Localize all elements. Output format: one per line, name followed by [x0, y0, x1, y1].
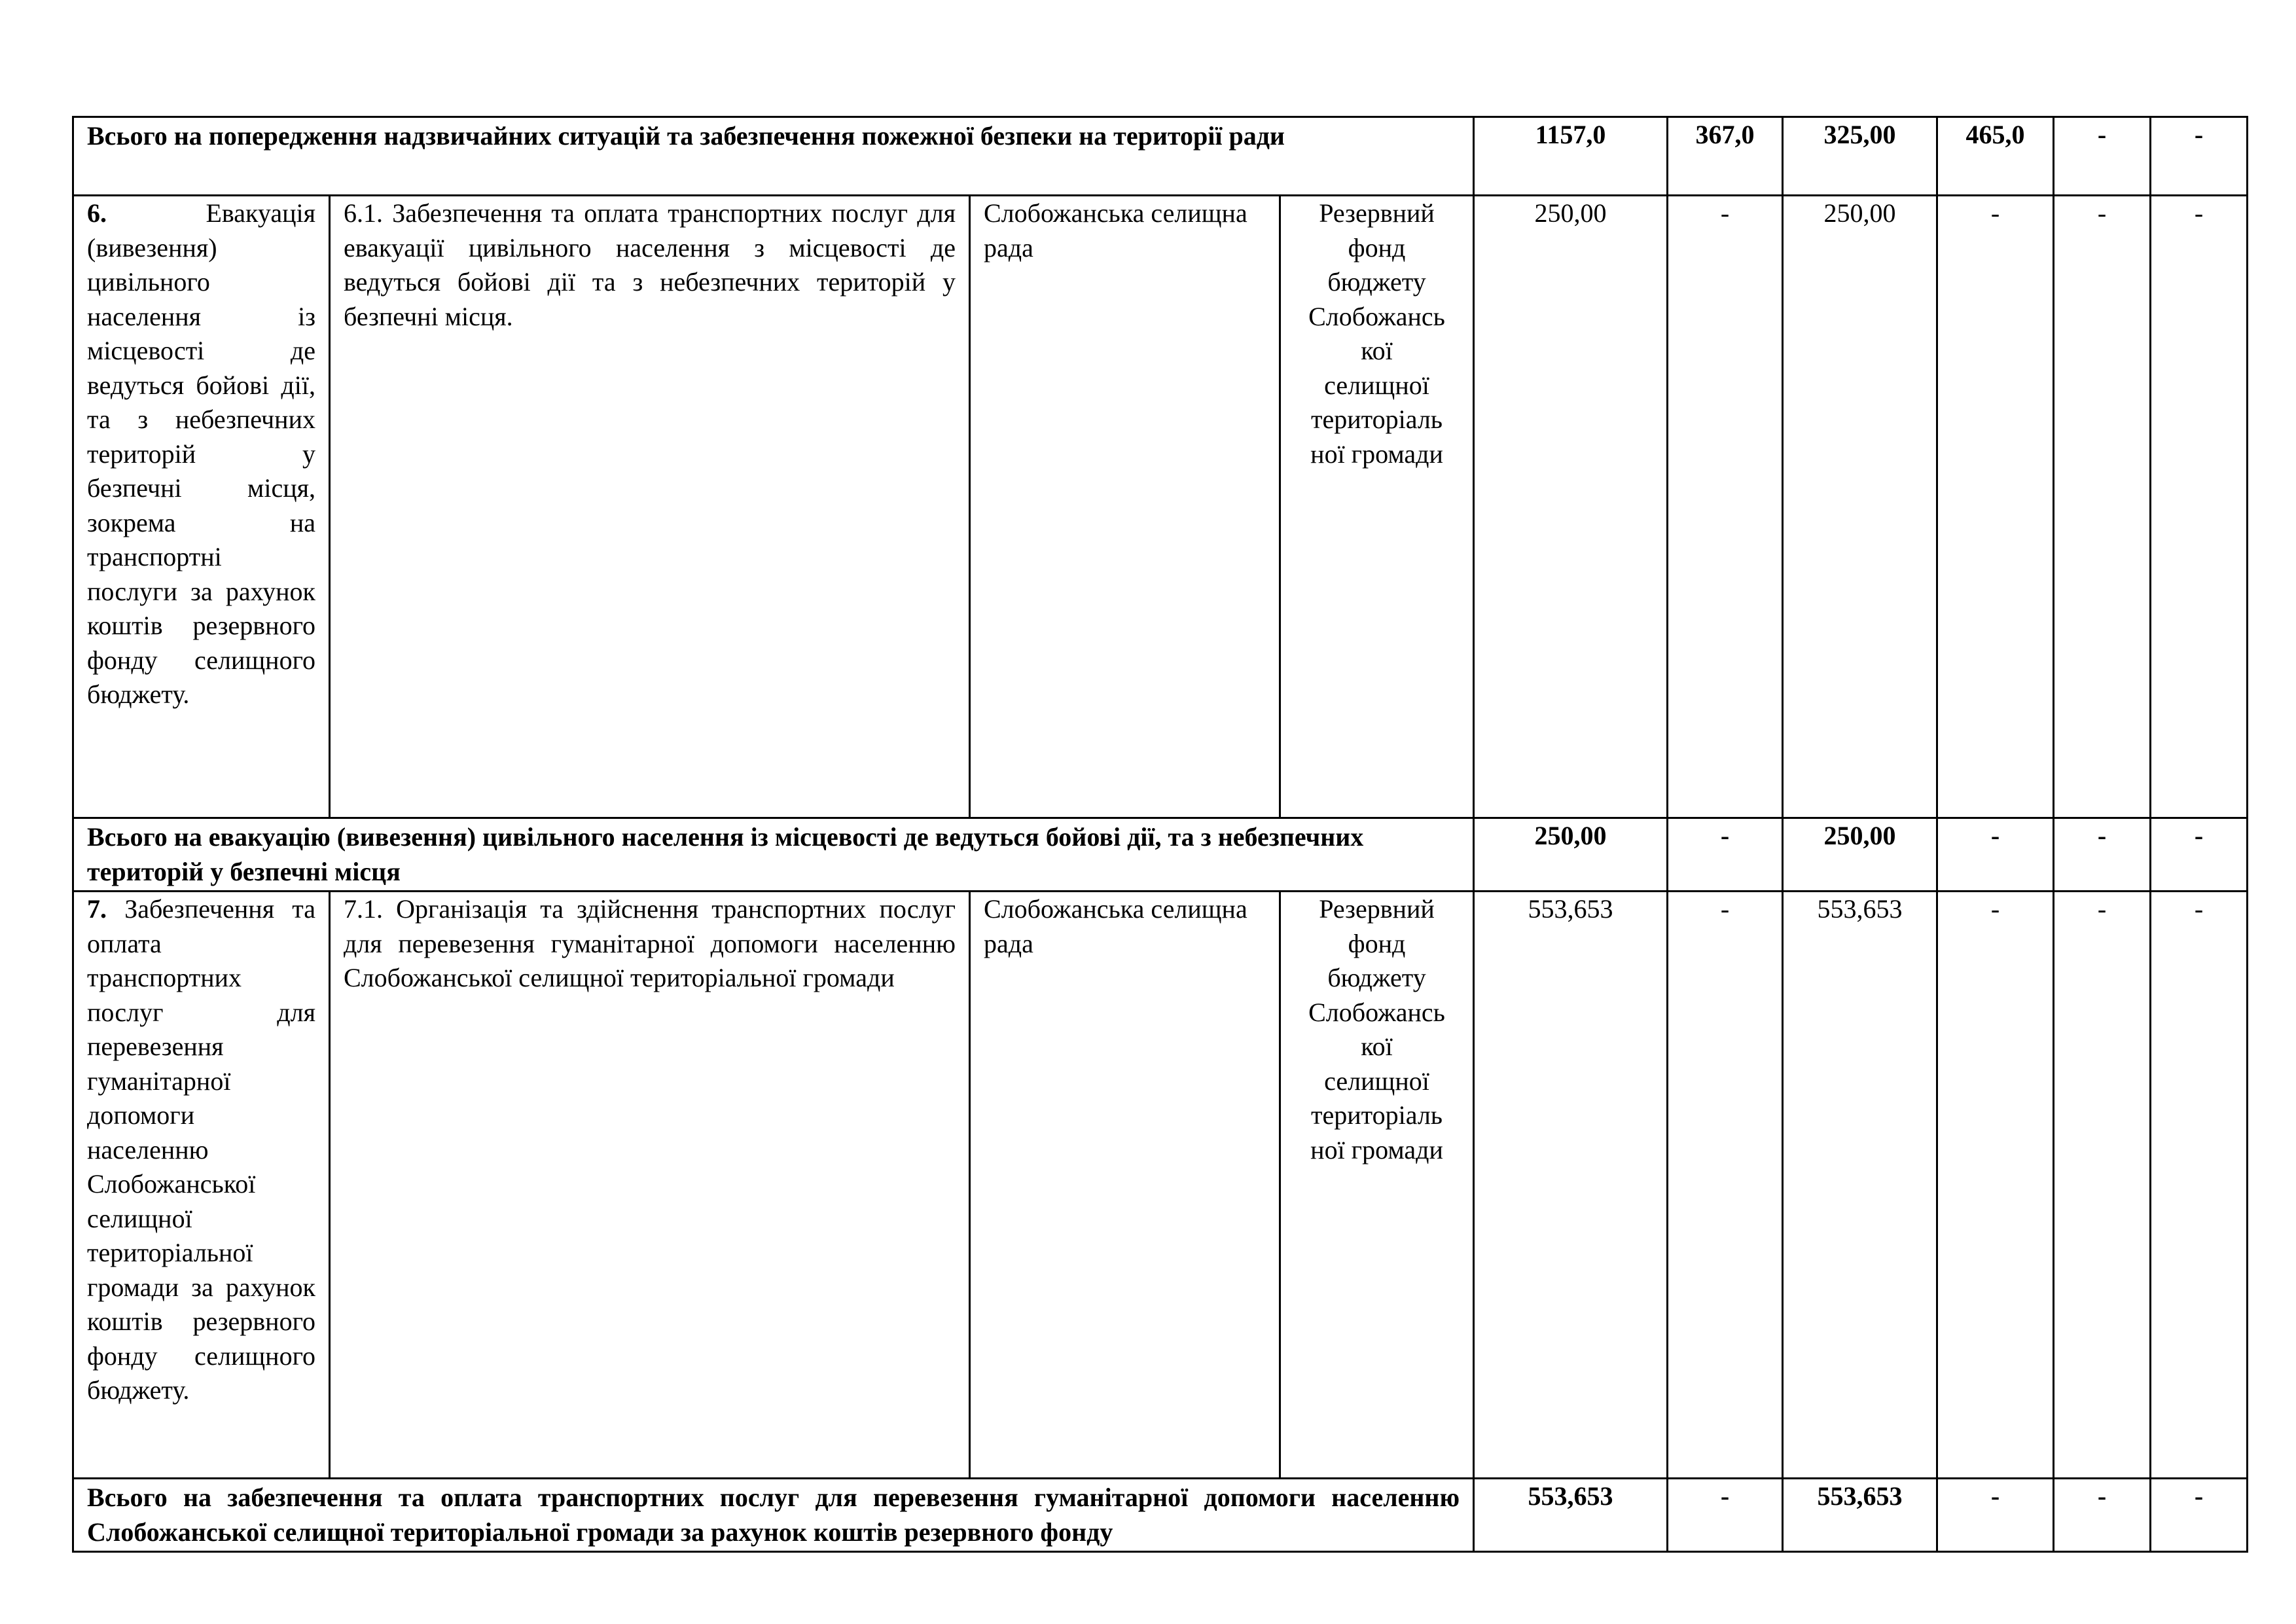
year3-amount: -	[1937, 1479, 2054, 1552]
measure-cell: 6.1. Забезпечення та оплата транспортних послуг для евакуації цивільного населення з місцевості де ведуться бойові дії та з небезпечних територій у безпечні місця.	[330, 196, 970, 818]
program-table	[72, 116, 2248, 1553]
year4-amount: -	[2054, 1479, 2151, 1552]
year4-amount: -	[2054, 196, 2151, 818]
task-cell	[73, 892, 330, 1479]
year4-amount: -	[2054, 818, 2151, 892]
item-number: 6.	[87, 198, 107, 228]
total-amount: 553,653	[1474, 892, 1668, 1479]
total-amount: 250,00	[1474, 196, 1668, 818]
measure-cell: 7.1. Організація та здійснення транспортних послуг для перевезення гуманітарної допомоги населенню Слобожанської селищної територіальної громади	[330, 892, 970, 1479]
year5-amount: -	[2151, 818, 2248, 892]
total-amount: 553,653	[1474, 1479, 1668, 1552]
item-number: 7.	[87, 894, 107, 924]
year2-amount: 250,00	[1783, 196, 1937, 818]
task-text: Евакуація (вивезення) цивільного населення із місцевості де ведуться бойові дії, та з небезпечних територій у безпечні місця, зокрема на транспортні послуги за рахунок коштів резервного фонду селищного бюджету.	[87, 198, 315, 709]
year2-amount: 250,00	[1783, 818, 1937, 892]
year5-amount: -	[2151, 196, 2248, 818]
year1-amount: -	[1668, 818, 1783, 892]
year5-amount: -	[2151, 117, 2248, 196]
executor-cell: Слобожанська селищна рада	[970, 892, 1280, 1479]
year3-amount: -	[1937, 818, 2054, 892]
total-amount: 1157,0	[1474, 117, 1668, 196]
year3-amount: 465,0	[1937, 117, 2054, 196]
item-row-6	[73, 196, 2248, 818]
year3-amount: -	[1937, 196, 2054, 818]
year4-amount: -	[2054, 892, 2151, 1479]
funding-source-cell: Резервний фонд бюджету Слобожансь кої селищної територіаль ної громади	[1280, 196, 1474, 818]
year1-amount: 367,0	[1668, 117, 1783, 196]
total-row-humanitarian	[73, 1479, 2248, 1552]
year4-amount: -	[2054, 117, 2151, 196]
year2-amount: 325,00	[1783, 117, 1937, 196]
task-text: Забезпечення та оплата транспортних послуг для перевезення гуманітарної допомоги населенню Слобожанської селищної територіальної громади за рахунок коштів резервного фонду селищного бюджету.	[87, 894, 315, 1405]
total-row-emergency	[73, 117, 2248, 196]
task-cell	[73, 196, 330, 818]
funding-source-cell: Резервний фонд бюджету Слобожансь кої селищної територіаль ної громади	[1280, 892, 1474, 1479]
item-row-7	[73, 892, 2248, 1479]
total-amount: 250,00	[1474, 818, 1668, 892]
total-label-evacuation: Всього на евакуацію (вивезення) цивільного населення із місцевості де ведуться бойові дії, та з небезпечних територій у безпечні місця	[73, 818, 1474, 892]
year2-amount: 553,653	[1783, 892, 1937, 1479]
executor-cell: Слобожанська селищна рада	[970, 196, 1280, 818]
year1-amount: -	[1668, 196, 1783, 818]
year1-amount: -	[1668, 1479, 1783, 1552]
total-label-emergency: Всього на попередження надзвичайних ситуацій та забезпечення пожежної безпеки на території ради	[73, 117, 1474, 196]
year5-amount: -	[2151, 892, 2248, 1479]
year5-amount: -	[2151, 1479, 2248, 1552]
year2-amount: 553,653	[1783, 1479, 1937, 1552]
year3-amount: -	[1937, 892, 2054, 1479]
year1-amount: -	[1668, 892, 1783, 1479]
total-label-humanitarian: Всього на забезпечення та оплата транспортних послуг для перевезення гуманітарної допомоги населенню Слобожанської селищної територіальної громади за рахунок коштів резервного фонду	[73, 1479, 1474, 1552]
total-row-evacuation	[73, 818, 2248, 892]
